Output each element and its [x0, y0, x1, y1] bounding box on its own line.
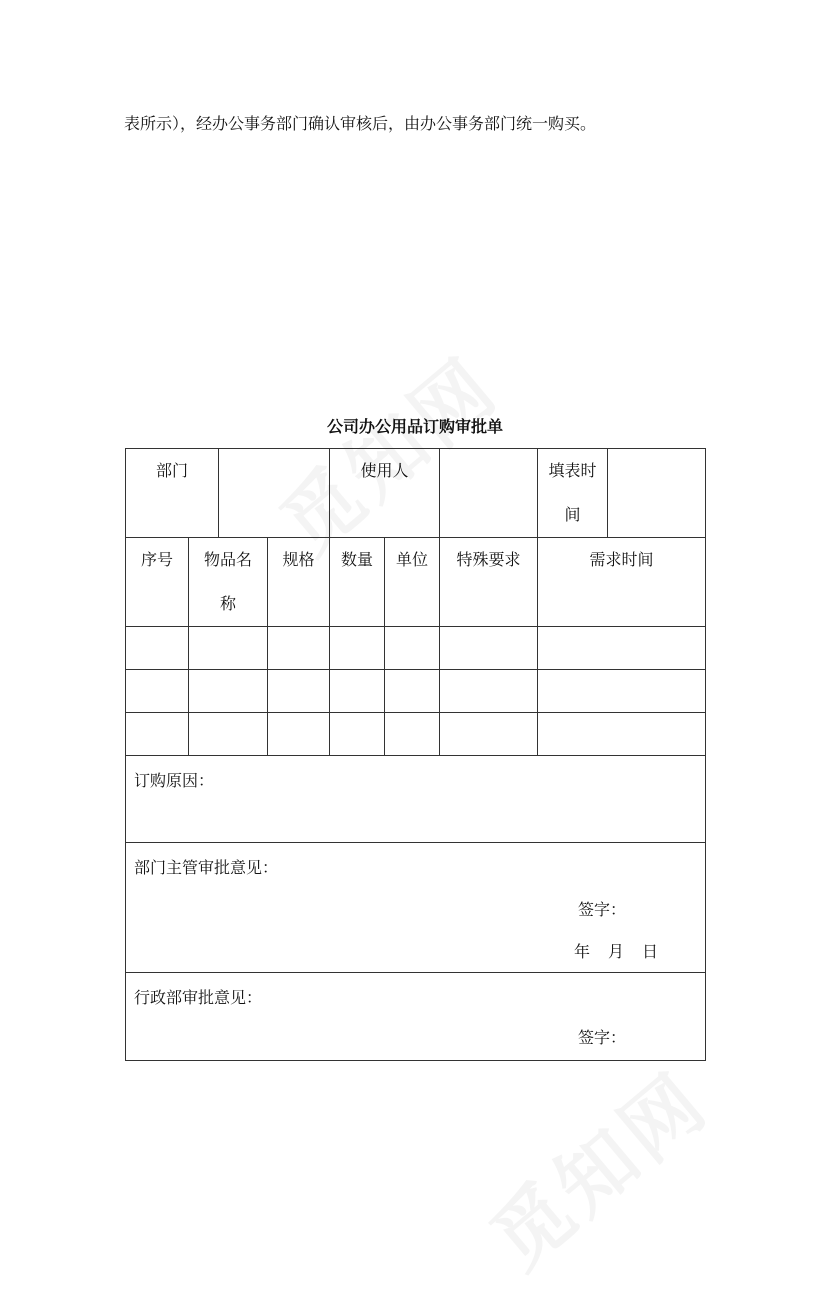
table-cell[interactable] — [268, 627, 330, 670]
table-cell[interactable] — [385, 670, 440, 713]
table-cell[interactable] — [440, 713, 538, 756]
admin-approval-label: 行政部审批意见： — [134, 988, 263, 1007]
table-cell[interactable] — [126, 713, 189, 756]
admin-approval-cell[interactable] — [126, 973, 706, 1061]
table-cell[interactable] — [538, 627, 706, 670]
table-cell[interactable] — [330, 670, 385, 713]
table-row — [126, 627, 706, 670]
table-cell[interactable] — [268, 713, 330, 756]
table-cell[interactable] — [538, 713, 706, 756]
reason-cell[interactable] — [126, 756, 706, 843]
form-title: 公司办公用品订购审批单 — [326, 417, 503, 436]
col-header-item-name: 物品名 称 — [189, 538, 268, 627]
table-cell[interactable] — [440, 670, 538, 713]
manager-date-line — [574, 941, 658, 963]
user-label: 使用人 — [330, 449, 440, 538]
admin-sign-label: 签字： — [578, 1028, 627, 1047]
admin-approval-row — [126, 973, 706, 1061]
table-cell[interactable] — [126, 670, 189, 713]
col-header-special: 特殊要求 — [440, 538, 538, 627]
reason-label: 订购原因： — [134, 771, 215, 790]
date-day: 日 — [642, 942, 659, 961]
reason-row — [126, 756, 706, 843]
table-cell[interactable] — [330, 627, 385, 670]
table-cell[interactable] — [385, 627, 440, 670]
user-value-cell[interactable] — [440, 449, 538, 538]
col-header-qty: 数量 — [330, 538, 385, 627]
date-month: 月 — [608, 942, 625, 961]
table-row — [126, 670, 706, 713]
manager-approval-row — [126, 843, 706, 973]
table-cell[interactable] — [189, 670, 268, 713]
approval-form-table — [125, 448, 706, 1061]
col-header-unit: 单位 — [385, 538, 440, 627]
table-cell[interactable] — [440, 627, 538, 670]
dept-label: 部门 — [126, 449, 219, 538]
header-row — [126, 449, 706, 538]
table-cell[interactable] — [126, 627, 189, 670]
fill-time-label: 填表时 间 — [538, 449, 608, 538]
table-row — [126, 713, 706, 756]
manager-approval-cell[interactable] — [126, 843, 706, 973]
table-cell[interactable] — [385, 713, 440, 756]
table-cell[interactable] — [538, 670, 706, 713]
manager-sign-label: 签字： — [578, 900, 627, 919]
table-cell[interactable] — [330, 713, 385, 756]
col-header-no: 序号 — [126, 538, 189, 627]
watermark — [463, 1042, 728, 1290]
table-cell[interactable] — [268, 670, 330, 713]
col-header-spec: 规格 — [268, 538, 330, 627]
fill-time-value-cell[interactable] — [608, 449, 706, 538]
date-year: 年 — [574, 942, 591, 961]
dept-value-cell[interactable] — [219, 449, 330, 538]
table-cell[interactable] — [189, 627, 268, 670]
manager-approval-label: 部门主管审批意见： — [134, 858, 279, 877]
col-header-need-time: 需求时间 — [538, 538, 706, 627]
column-header-row — [126, 538, 706, 627]
intro-paragraph: 表所示），经办公事务部门确认审核后，由办公事务部门统一购买。 — [124, 114, 597, 133]
table-cell[interactable] — [189, 713, 268, 756]
